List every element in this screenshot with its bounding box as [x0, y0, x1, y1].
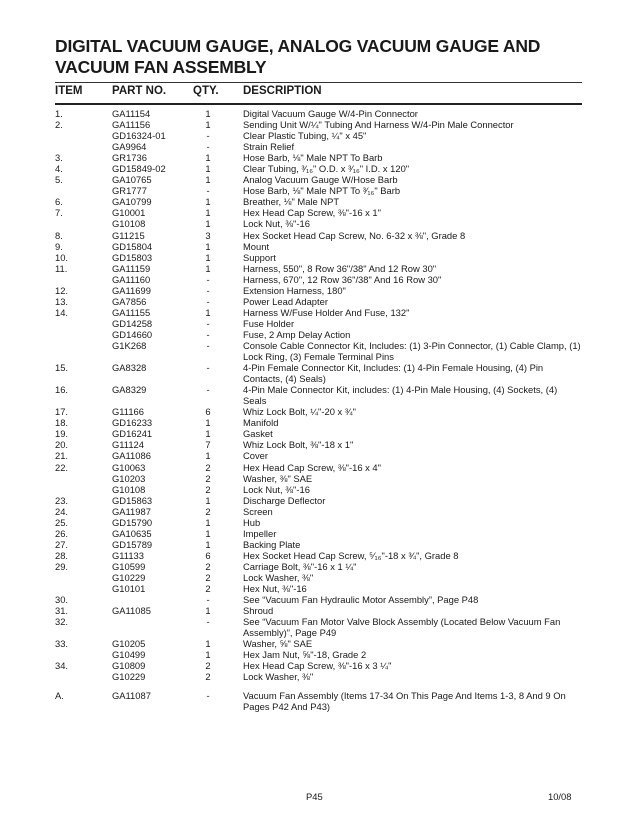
- quantity: 1: [205, 196, 211, 208]
- part-number: GA9964: [112, 141, 147, 153]
- item-number: 13.: [55, 295, 69, 307]
- description: Hose Barb, ⅛" Male NPT To ³⁄₁₆" Barb: [243, 185, 401, 197]
- quantity: 1: [205, 119, 211, 131]
- quantity: 2: [205, 671, 211, 683]
- description: Extension Harness, 180": [243, 284, 346, 296]
- part-number: GD16233: [112, 417, 153, 429]
- part-number: GD15790: [112, 516, 153, 528]
- table-row: [55, 141, 585, 152]
- description: See “Vacuum Fan Motor Valve Block Assembly (Located Below Vacuum Fan Assembly)”, Page P49: [243, 616, 561, 639]
- part-number: GA8328: [112, 362, 147, 374]
- part-number: GA11159: [112, 262, 151, 274]
- part-number: GA11085: [112, 605, 151, 617]
- table-row: [55, 638, 585, 649]
- description: Hex Socket Head Cap Screw, No. 6-32 x ⅜", Grade 8: [243, 229, 466, 241]
- item-number: 4.: [55, 163, 63, 175]
- part-number: G10063: [112, 461, 146, 473]
- description: Sending Unit W/¼" Tubing And Harness W/4-Pin Male Connector: [243, 119, 514, 131]
- description: Lock Washer, ⅜": [243, 571, 314, 583]
- table-row: [55, 528, 585, 539]
- item-number: 19.: [55, 428, 69, 440]
- table-header: [55, 85, 582, 101]
- table-row: [55, 340, 585, 362]
- table-row: [55, 285, 585, 296]
- part-number: GA10765: [112, 174, 152, 186]
- description: Digital Vacuum Gauge W/4-Pin Connector: [243, 108, 418, 119]
- table-row: [55, 473, 585, 484]
- part-number: GA11699: [112, 284, 151, 296]
- item-number: A.: [55, 690, 64, 702]
- item-number: 23.: [55, 494, 69, 506]
- table-row: [55, 417, 585, 428]
- table-row: [55, 119, 585, 130]
- table-row: [55, 462, 585, 473]
- table-row: [55, 362, 585, 384]
- quantity: 2: [205, 583, 211, 595]
- table-row: [55, 539, 585, 550]
- part-number: GA11086: [112, 450, 151, 462]
- description: Hex Head Cap Screw, ⅜"-16 x 1": [243, 207, 381, 219]
- quantity: 6: [205, 549, 211, 561]
- description: Washer, ⅝" SAE: [243, 638, 313, 650]
- quantity: 1: [205, 649, 211, 661]
- quantity: 1: [205, 516, 211, 528]
- quantity: -: [206, 339, 210, 351]
- part-number: GA11160: [112, 273, 151, 285]
- item-number: 17.: [55, 406, 69, 418]
- item-number: 5.: [55, 174, 63, 186]
- part-number: G11215: [112, 229, 145, 241]
- revision-date: 10/08: [548, 791, 572, 802]
- part-number: GA8329: [112, 384, 147, 396]
- part-number: G10108: [112, 218, 146, 230]
- quantity: 1: [205, 163, 211, 175]
- quantity: 1: [205, 638, 211, 650]
- table-row: [55, 495, 585, 506]
- table-row: [55, 241, 585, 252]
- table-row: [55, 671, 585, 682]
- item-number: 8.: [55, 229, 63, 241]
- quantity: 1: [205, 538, 211, 550]
- description: Hub: [243, 516, 261, 528]
- description: Shroud: [243, 605, 274, 617]
- quantity: 1: [205, 240, 211, 252]
- description: Hex Socket Head Cap Screw, ⁵⁄₁₆"-18 x ¾", Grade 8: [243, 549, 459, 561]
- item-number: 15.: [55, 362, 69, 374]
- quantity: -: [206, 616, 210, 628]
- table-row: [55, 307, 585, 318]
- part-number: GD15863: [112, 494, 153, 506]
- table-row: [55, 583, 585, 594]
- part-number: GD14660: [112, 328, 153, 340]
- description: Clear Tubing, ³⁄₁₆" O.D. x ³⁄₁₆" I.D. x 120": [243, 163, 410, 175]
- quantity: -: [206, 594, 210, 606]
- quantity: 3: [205, 229, 211, 241]
- item-number: 22.: [55, 461, 69, 473]
- description: Hex Nut, ⅜"-16: [243, 583, 307, 595]
- description: Power Lead Adapter: [243, 295, 328, 307]
- item-number: 3.: [55, 152, 63, 164]
- quantity: 1: [205, 152, 211, 164]
- column-header-item: ITEM: [55, 85, 83, 97]
- quantity: 1: [205, 605, 211, 617]
- item-number: 25.: [55, 516, 69, 528]
- item-number: 32.: [55, 616, 69, 628]
- item-number: 1.: [55, 108, 63, 119]
- part-number: G10599: [112, 560, 146, 572]
- part-number: G10229: [112, 671, 146, 683]
- part-number: G10229: [112, 571, 146, 583]
- description: See “Vacuum Fan Hydraulic Motor Assembly”, Page P48: [243, 594, 479, 606]
- part-number: GA10799: [112, 196, 152, 208]
- part-number: G10001: [112, 207, 146, 219]
- table-row: [55, 550, 585, 561]
- quantity: 2: [205, 660, 211, 672]
- part-number: G10205: [112, 638, 146, 650]
- item-number: 10.: [55, 251, 69, 263]
- quantity: 2: [205, 560, 211, 572]
- item-number: 2.: [55, 119, 63, 131]
- quantity: 1: [205, 306, 211, 318]
- description: Console Cable Connector Kit, Includes: (1) 3-Pin Connector, (1) Cable Clamp, (1) Lock Ring, (3) Female Terminal Pins: [243, 339, 581, 363]
- part-number: GA11156: [112, 119, 151, 131]
- item-number: 26.: [55, 527, 69, 539]
- item-number: 9.: [55, 240, 63, 252]
- table-row: [55, 152, 585, 163]
- item-number: 27.: [55, 538, 69, 550]
- column-header-qty: QTY.: [193, 85, 219, 97]
- item-number: 20.: [55, 439, 69, 451]
- quantity: 1: [205, 417, 211, 429]
- quantity: 1: [205, 207, 211, 219]
- table-row: [55, 616, 585, 638]
- description: Washer, ⅜" SAE: [243, 472, 313, 484]
- description: Lock Washer, ⅜": [243, 671, 314, 683]
- description: Carriage Bolt, ⅜"-16 x 1 ¼": [243, 560, 357, 572]
- description: Strain Relief: [243, 141, 295, 153]
- column-header-part-no: PART NO.: [112, 85, 167, 97]
- quantity: 6: [205, 406, 211, 418]
- table-row: [55, 207, 585, 218]
- quantity: -: [206, 384, 210, 396]
- quantity: 2: [205, 461, 211, 473]
- table-row: [55, 252, 585, 263]
- description: Gasket: [243, 428, 273, 440]
- item-number: 6.: [55, 196, 63, 208]
- item-number: 7.: [55, 207, 63, 219]
- description: Whiz Lock Bolt, ¼"-20 x ¾": [243, 406, 356, 418]
- part-number: G11133: [112, 549, 144, 561]
- part-number: GA10635: [112, 527, 152, 539]
- part-number: GD15803: [112, 251, 153, 263]
- table-row: [55, 690, 585, 712]
- part-number: GD15804: [112, 240, 153, 252]
- table-row: [55, 660, 585, 671]
- parts-list: [55, 108, 585, 713]
- description: Harness, 550", 8 Row 36"/38" And 12 Row 30": [243, 262, 437, 274]
- table-row: [55, 450, 585, 461]
- description: Clear Plastic Tubing, ¼" x 45": [243, 130, 367, 142]
- part-number: GR1777: [112, 185, 147, 197]
- item-number: 16.: [55, 384, 69, 396]
- page-title: DIGITAL VACUUM GAUGE, ANALOG VACUUM GAUGE AND VACUUM FAN ASSEMBLY: [55, 36, 541, 77]
- description: Cover: [243, 450, 269, 462]
- table-row: [55, 263, 585, 274]
- quantity: 1: [205, 218, 211, 230]
- table-row: [55, 296, 585, 307]
- description: Harness W/Fuse Holder And Fuse, 132": [243, 306, 410, 318]
- item-number: 11.: [55, 262, 68, 274]
- quantity: 1: [205, 494, 211, 506]
- table-row: [55, 594, 585, 605]
- description: Fuse Holder: [243, 317, 295, 329]
- quantity: 1: [205, 428, 211, 440]
- quantity: 7: [205, 439, 211, 451]
- part-number: GA11154: [112, 108, 151, 119]
- quantity: -: [206, 328, 210, 340]
- part-number: GD16241: [112, 428, 153, 440]
- description: Impeller: [243, 527, 277, 539]
- table-row: [55, 108, 585, 119]
- quantity: -: [206, 130, 210, 142]
- item-number: 30.: [55, 594, 69, 606]
- header-divider: [55, 103, 582, 105]
- table-row: [55, 484, 585, 495]
- part-number: GA7856: [112, 295, 147, 307]
- table-row: [55, 439, 585, 450]
- table-row: [55, 230, 585, 241]
- table-row: [55, 406, 585, 417]
- table-row: [55, 329, 585, 340]
- part-number: G10101: [112, 583, 146, 595]
- table-row: [55, 428, 585, 439]
- table-row: [55, 605, 585, 616]
- description: Analog Vacuum Gauge W/Hose Barb: [243, 174, 398, 186]
- table-row: [55, 196, 585, 207]
- quantity: -: [206, 284, 210, 296]
- item-number: 31.: [55, 605, 69, 617]
- quantity: 1: [205, 174, 211, 186]
- description: Hex Head Cap Screw, ⅜"-16 x 4": [243, 461, 381, 473]
- description: 4-Pin Male Connector Kit, includes: (1) 4-Pin Male Housing, (4) Sockets, (4) Seals: [243, 384, 558, 407]
- item-number: 28.: [55, 549, 69, 561]
- part-number: G1K268: [112, 339, 147, 351]
- quantity: -: [206, 362, 210, 374]
- description: Hose Barb, ⅛" Male NPT To Barb: [243, 152, 383, 164]
- part-number: GA11987: [112, 505, 151, 517]
- part-number: GR1736: [112, 152, 147, 164]
- quantity: 1: [205, 527, 211, 539]
- part-number: G11166: [112, 406, 144, 418]
- table-row: [55, 130, 585, 141]
- description: Discharge Deflector: [243, 494, 326, 506]
- description: Manifold: [243, 417, 279, 429]
- item-number: 29.: [55, 560, 69, 572]
- table-row: [55, 384, 585, 406]
- part-number: GA11155: [112, 306, 151, 318]
- table-row: [55, 572, 585, 583]
- page-number: P45: [306, 791, 323, 802]
- description: Hex Head Cap Screw, ⅜"-16 x 3 ¼": [243, 660, 392, 672]
- table-row: [55, 274, 585, 285]
- table-row: [55, 506, 585, 517]
- table-row: [55, 163, 585, 174]
- table-row: [55, 174, 585, 185]
- item-number: 12.: [55, 284, 69, 296]
- description: Hex Jam Nut, ⅝"-18, Grade 2: [243, 649, 367, 661]
- quantity: -: [206, 185, 210, 197]
- quantity: 1: [205, 450, 211, 462]
- part-number: GD15789: [112, 538, 153, 550]
- description: Vacuum Fan Assembly (Items 17-34 On This Page And Items 1-3, 8 And 9 On Pages P42 And P43): [243, 690, 566, 713]
- part-number: GD16324-01: [112, 130, 166, 142]
- item-number: 21.: [55, 450, 69, 462]
- column-header-description: DESCRIPTION: [243, 85, 322, 97]
- quantity: 1: [205, 262, 211, 274]
- quantity: 1: [205, 108, 211, 119]
- part-number: GD14258: [112, 317, 153, 329]
- part-number: G10203: [112, 472, 146, 484]
- part-number: G10108: [112, 483, 146, 495]
- part-number: GA11087: [112, 690, 151, 702]
- title-divider: [55, 82, 582, 83]
- part-number: G10809: [112, 660, 146, 672]
- quantity: 2: [205, 483, 211, 495]
- description: Fuse, 2 Amp Delay Action: [243, 328, 351, 340]
- table-row: [55, 517, 585, 528]
- part-number: G10499: [112, 649, 146, 661]
- quantity: -: [206, 317, 210, 329]
- item-number: 18.: [55, 417, 69, 429]
- quantity: -: [206, 295, 210, 307]
- description: Lock Nut, ⅜"-16: [243, 483, 310, 495]
- quantity: -: [206, 690, 210, 702]
- table-row: [55, 561, 585, 572]
- table-row: [55, 318, 585, 329]
- description: 4-Pin Female Connector Kit, Includes: (1) 4-Pin Female Housing, (4) Pin Contacts, (4) Seals): [243, 362, 544, 385]
- item-number: 34.: [55, 660, 69, 672]
- description: Screen: [243, 505, 273, 517]
- description: Backing Plate: [243, 538, 301, 550]
- item-number: 33.: [55, 638, 69, 650]
- quantity: 2: [205, 472, 211, 484]
- item-number: 14.: [55, 306, 69, 318]
- part-number: G11124: [112, 439, 144, 451]
- description: Breather, ⅛" Male NPT: [243, 196, 340, 208]
- quantity: 2: [205, 505, 211, 517]
- description: Harness, 670", 12 Row 36"/38" And 16 Row 30": [243, 273, 442, 285]
- description: Whiz Lock Bolt, ⅜"-18 x 1": [243, 439, 354, 451]
- description: Support: [243, 251, 276, 263]
- quantity: 1: [205, 251, 211, 263]
- table-row: [55, 185, 585, 196]
- description: Mount: [243, 240, 270, 252]
- description: Lock Nut, ⅜"-16: [243, 218, 310, 230]
- table-row: [55, 218, 585, 229]
- quantity: -: [206, 273, 210, 285]
- quantity: -: [206, 141, 210, 153]
- table-row: [55, 649, 585, 660]
- part-number: GD15849-02: [112, 163, 166, 175]
- item-number: 24.: [55, 505, 69, 517]
- quantity: 2: [205, 571, 211, 583]
